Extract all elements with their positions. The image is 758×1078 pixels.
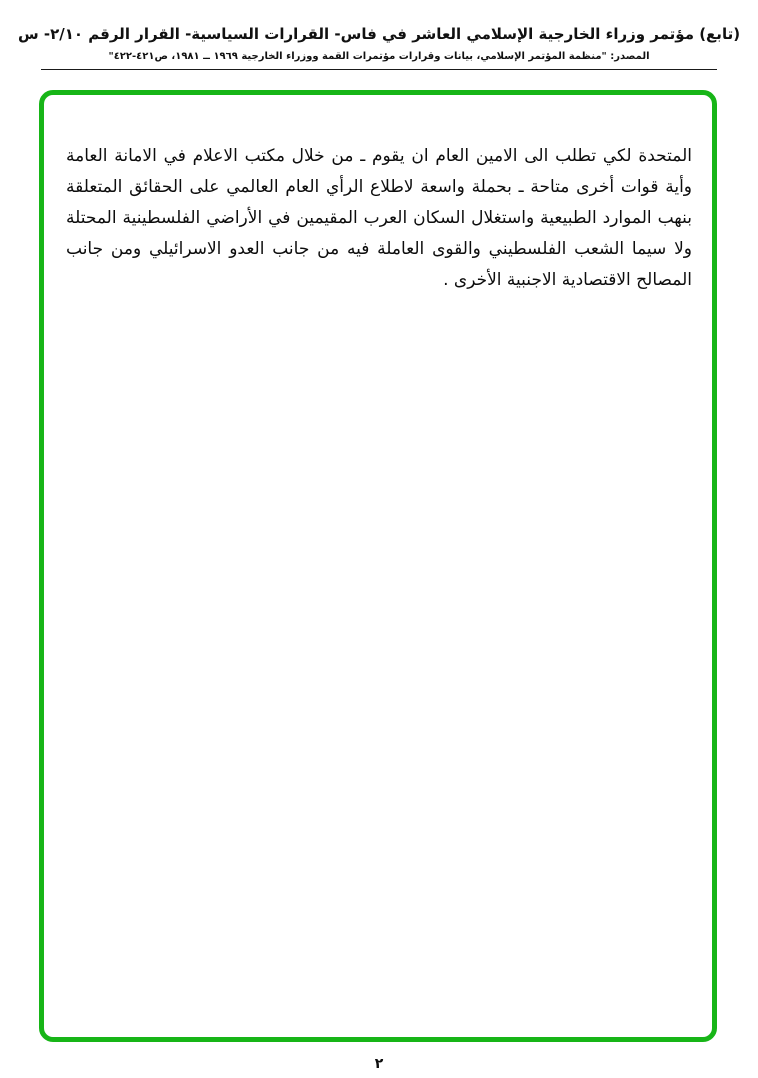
- content-frame: [39, 90, 717, 1042]
- document-title: (تابع) مؤتمر وزراء الخارجية الإسلامي العاشر في فاس- القرارات السياسية- القرار الرقم ٢/١٠- س: [17, 25, 741, 43]
- page-header: [0, 0, 758, 70]
- body-paragraph: المتحدة لكي تطلب الى الامين العام ان يقوم ـ من خلال مكتب الاعلام في الامانة العامة وأية قوات أخرى متاحة ـ بحملة واسعة لاطلاع الرأي العام العالمي على الحقائق المتعلقة بنهب الموارد الطبيعية واستغلال السكان العرب المقيمين في الأراضي الفلسطينية المحتلة ولا سيما الشعب الفلسطيني والقوى العاملة فيه من جانب العدو الاسرائيلي ومن جانب المصالح الاقتصادية الاجنبية الأخرى .: [66, 146, 692, 290]
- source-citation: المصدر: "منظمة المؤتمر الإسلامي، بيانات وقرارات مؤتمرات القمة ووزراء الخارجية ١٩٦٩ ــ ١٩٨١، ص٤٢١-٤٢٢": [108, 51, 650, 62]
- header-divider: [41, 69, 717, 70]
- page-number: ٢: [374, 1056, 384, 1072]
